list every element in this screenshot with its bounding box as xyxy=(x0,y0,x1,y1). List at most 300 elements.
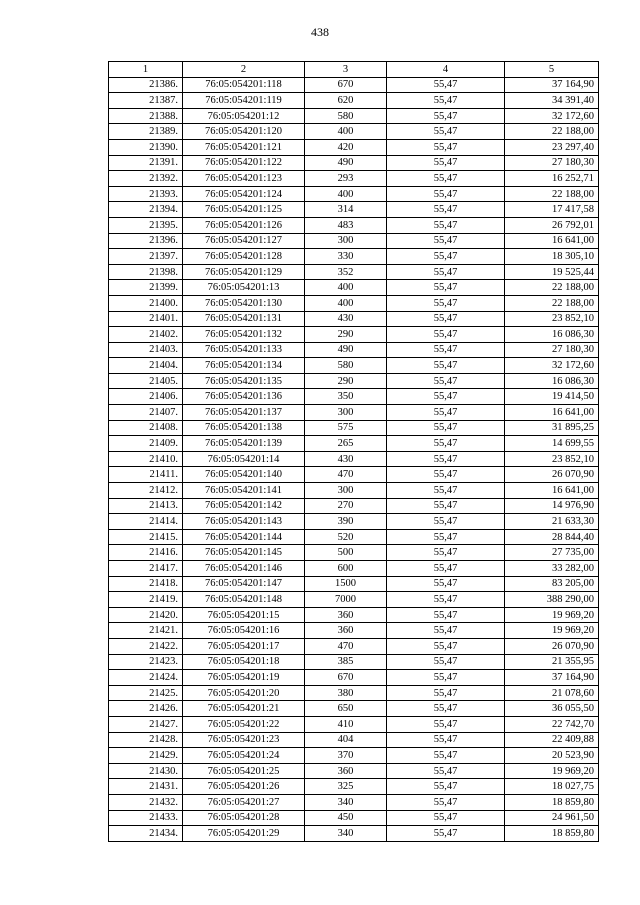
page-number: 438 xyxy=(311,25,329,39)
row-number-cell: 21430. xyxy=(109,763,183,779)
rate-value-cell: 55,47 xyxy=(387,358,505,374)
amount-value-cell: 16 641,00 xyxy=(505,483,599,499)
area-value-cell: 360 xyxy=(305,607,387,623)
rate-value-cell: 55,47 xyxy=(387,638,505,654)
rate-value-cell: 55,47 xyxy=(387,576,505,592)
cadastral-number-cell: 76:05:054201:25 xyxy=(183,763,305,779)
table-row xyxy=(109,451,599,467)
amount-value-cell: 19 969,20 xyxy=(505,607,599,623)
amount-value-cell: 31 895,25 xyxy=(505,420,599,436)
row-number-cell: 21398. xyxy=(109,264,183,280)
header-row xyxy=(109,62,599,78)
rate-value-cell: 55,47 xyxy=(387,794,505,810)
cadastral-number-cell: 76:05:054201:137 xyxy=(183,405,305,421)
rate-value-cell: 55,47 xyxy=(387,139,505,155)
rate-value-cell: 55,47 xyxy=(387,498,505,514)
area-value-cell: 330 xyxy=(305,249,387,265)
amount-value-cell: 21 078,60 xyxy=(505,685,599,701)
area-value-cell: 360 xyxy=(305,763,387,779)
amount-value-cell: 27 735,00 xyxy=(505,545,599,561)
area-value-cell: 575 xyxy=(305,420,387,436)
row-number-cell: 21421. xyxy=(109,623,183,639)
cadastral-number-cell: 76:05:054201:131 xyxy=(183,311,305,327)
rate-value-cell: 55,47 xyxy=(387,483,505,499)
amount-value-cell: 16 252,71 xyxy=(505,171,599,187)
amount-value-cell: 33 282,00 xyxy=(505,561,599,577)
amount-value-cell: 18 027,75 xyxy=(505,779,599,795)
cadastral-number-cell: 76:05:054201:135 xyxy=(183,373,305,389)
amount-value-cell: 21 355,95 xyxy=(505,654,599,670)
amount-value-cell: 32 172,60 xyxy=(505,108,599,124)
table-row xyxy=(109,654,599,670)
area-value-cell: 290 xyxy=(305,327,387,343)
cadastral-number-cell: 76:05:054201:130 xyxy=(183,295,305,311)
row-number-cell: 21426. xyxy=(109,701,183,717)
area-value-cell: 430 xyxy=(305,451,387,467)
row-number-cell: 21409. xyxy=(109,436,183,452)
rate-value-cell: 55,47 xyxy=(387,561,505,577)
row-number-cell: 21399. xyxy=(109,280,183,296)
cadastral-number-cell: 76:05:054201:27 xyxy=(183,794,305,810)
table-row xyxy=(109,436,599,452)
amount-value-cell: 21 633,30 xyxy=(505,514,599,530)
area-value-cell: 314 xyxy=(305,202,387,218)
rate-value-cell: 55,47 xyxy=(387,623,505,639)
area-value-cell: 490 xyxy=(305,342,387,358)
row-number-cell: 21415. xyxy=(109,529,183,545)
col-header-1: 1 xyxy=(109,62,183,78)
row-number-cell: 21392. xyxy=(109,171,183,187)
row-number-cell: 21408. xyxy=(109,420,183,436)
area-value-cell: 360 xyxy=(305,623,387,639)
amount-value-cell: 388 290,00 xyxy=(505,592,599,608)
row-number-cell: 21414. xyxy=(109,514,183,530)
table-row xyxy=(109,342,599,358)
cadastral-number-cell: 76:05:054201:15 xyxy=(183,607,305,623)
rate-value-cell: 55,47 xyxy=(387,186,505,202)
table-row xyxy=(109,592,599,608)
amount-value-cell: 24 961,50 xyxy=(505,810,599,826)
area-value-cell: 620 xyxy=(305,93,387,109)
row-number-cell: 21420. xyxy=(109,607,183,623)
table-row xyxy=(109,280,599,296)
amount-value-cell: 26 070,90 xyxy=(505,467,599,483)
area-value-cell: 580 xyxy=(305,358,387,374)
cadastral-number-cell: 76:05:054201:138 xyxy=(183,420,305,436)
row-number-cell: 21425. xyxy=(109,685,183,701)
row-number-cell: 21431. xyxy=(109,779,183,795)
land-registry-table xyxy=(108,61,599,842)
area-value-cell: 270 xyxy=(305,498,387,514)
cadastral-number-cell: 76:05:054201:140 xyxy=(183,467,305,483)
row-number-cell: 21388. xyxy=(109,108,183,124)
cadastral-number-cell: 76:05:054201:20 xyxy=(183,685,305,701)
table-row xyxy=(109,685,599,701)
area-value-cell: 400 xyxy=(305,186,387,202)
row-number-cell: 21433. xyxy=(109,810,183,826)
row-number-cell: 21428. xyxy=(109,732,183,748)
area-value-cell: 290 xyxy=(305,373,387,389)
cadastral-number-cell: 76:05:054201:22 xyxy=(183,716,305,732)
row-number-cell: 21417. xyxy=(109,561,183,577)
cadastral-number-cell: 76:05:054201:124 xyxy=(183,186,305,202)
amount-value-cell: 26 070,90 xyxy=(505,638,599,654)
table-row xyxy=(109,264,599,280)
row-number-cell: 21405. xyxy=(109,373,183,389)
col-header-5: 5 xyxy=(505,62,599,78)
row-number-cell: 21390. xyxy=(109,139,183,155)
table-row xyxy=(109,638,599,654)
area-value-cell: 265 xyxy=(305,436,387,452)
area-value-cell: 430 xyxy=(305,311,387,327)
row-number-cell: 21387. xyxy=(109,93,183,109)
amount-value-cell: 19 969,20 xyxy=(505,763,599,779)
cadastral-number-cell: 76:05:054201:118 xyxy=(183,77,305,93)
rate-value-cell: 55,47 xyxy=(387,810,505,826)
rate-value-cell: 55,47 xyxy=(387,171,505,187)
area-value-cell: 650 xyxy=(305,701,387,717)
row-number-cell: 21403. xyxy=(109,342,183,358)
cadastral-number-cell: 76:05:054201:142 xyxy=(183,498,305,514)
amount-value-cell: 16 641,00 xyxy=(505,405,599,421)
amount-value-cell: 19 414,50 xyxy=(505,389,599,405)
amount-value-cell: 22 742,70 xyxy=(505,716,599,732)
cadastral-number-cell: 76:05:054201:122 xyxy=(183,155,305,171)
rate-value-cell: 55,47 xyxy=(387,716,505,732)
cadastral-number-cell: 76:05:054201:128 xyxy=(183,249,305,265)
cadastral-number-cell: 76:05:054201:147 xyxy=(183,576,305,592)
table-row xyxy=(109,389,599,405)
rate-value-cell: 55,47 xyxy=(387,545,505,561)
rate-value-cell: 55,47 xyxy=(387,514,505,530)
row-number-cell: 21395. xyxy=(109,217,183,233)
table-row xyxy=(109,576,599,592)
area-value-cell: 370 xyxy=(305,748,387,764)
area-value-cell: 300 xyxy=(305,483,387,499)
rate-value-cell: 55,47 xyxy=(387,732,505,748)
rate-value-cell: 55,47 xyxy=(387,748,505,764)
amount-value-cell: 16 641,00 xyxy=(505,233,599,249)
amount-value-cell: 18 859,80 xyxy=(505,794,599,810)
cadastral-number-cell: 76:05:054201:143 xyxy=(183,514,305,530)
cadastral-number-cell: 76:05:054201:134 xyxy=(183,358,305,374)
cadastral-number-cell: 76:05:054201:18 xyxy=(183,654,305,670)
row-number-cell: 21404. xyxy=(109,358,183,374)
table-row xyxy=(109,171,599,187)
row-number-cell: 21393. xyxy=(109,186,183,202)
amount-value-cell: 16 086,30 xyxy=(505,327,599,343)
row-number-cell: 21406. xyxy=(109,389,183,405)
amount-value-cell: 37 164,90 xyxy=(505,670,599,686)
rate-value-cell: 55,47 xyxy=(387,155,505,171)
table-row xyxy=(109,483,599,499)
cadastral-number-cell: 76:05:054201:146 xyxy=(183,561,305,577)
row-number-cell: 21400. xyxy=(109,295,183,311)
rate-value-cell: 55,47 xyxy=(387,779,505,795)
cadastral-number-cell: 76:05:054201:129 xyxy=(183,264,305,280)
cadastral-number-cell: 76:05:054201:127 xyxy=(183,233,305,249)
amount-value-cell: 23 852,10 xyxy=(505,451,599,467)
amount-value-cell: 36 055,50 xyxy=(505,701,599,717)
table-row xyxy=(109,186,599,202)
col-header-4: 4 xyxy=(387,62,505,78)
rate-value-cell: 55,47 xyxy=(387,436,505,452)
table-row xyxy=(109,732,599,748)
table-row xyxy=(109,498,599,514)
row-number-cell: 21419. xyxy=(109,592,183,608)
area-value-cell: 670 xyxy=(305,77,387,93)
area-value-cell: 450 xyxy=(305,810,387,826)
row-number-cell: 21394. xyxy=(109,202,183,218)
area-value-cell: 7000 xyxy=(305,592,387,608)
row-number-cell: 21416. xyxy=(109,545,183,561)
table-row xyxy=(109,826,599,842)
rate-value-cell: 55,47 xyxy=(387,592,505,608)
rate-value-cell: 55,47 xyxy=(387,295,505,311)
area-value-cell: 404 xyxy=(305,732,387,748)
amount-value-cell: 83 205,00 xyxy=(505,576,599,592)
cadastral-number-cell: 76:05:054201:29 xyxy=(183,826,305,842)
area-value-cell: 400 xyxy=(305,280,387,296)
row-number-cell: 21389. xyxy=(109,124,183,140)
amount-value-cell: 20 523,90 xyxy=(505,748,599,764)
cadastral-number-cell: 76:05:054201:12 xyxy=(183,108,305,124)
area-value-cell: 1500 xyxy=(305,576,387,592)
table-row xyxy=(109,249,599,265)
rate-value-cell: 55,47 xyxy=(387,826,505,842)
area-value-cell: 300 xyxy=(305,233,387,249)
table-row xyxy=(109,405,599,421)
row-number-cell: 21422. xyxy=(109,638,183,654)
table-row xyxy=(109,202,599,218)
area-value-cell: 340 xyxy=(305,826,387,842)
area-value-cell: 293 xyxy=(305,171,387,187)
amount-value-cell: 19 969,20 xyxy=(505,623,599,639)
area-value-cell: 400 xyxy=(305,124,387,140)
table-row xyxy=(109,93,599,109)
row-number-cell: 21423. xyxy=(109,654,183,670)
row-number-cell: 21397. xyxy=(109,249,183,265)
rate-value-cell: 55,47 xyxy=(387,373,505,389)
cadastral-number-cell: 76:05:054201:120 xyxy=(183,124,305,140)
row-number-cell: 21401. xyxy=(109,311,183,327)
amount-value-cell: 22 188,00 xyxy=(505,280,599,296)
cadastral-number-cell: 76:05:054201:119 xyxy=(183,93,305,109)
cadastral-number-cell: 76:05:054201:17 xyxy=(183,638,305,654)
table-row xyxy=(109,561,599,577)
row-number-cell: 21402. xyxy=(109,327,183,343)
row-number-cell: 21396. xyxy=(109,233,183,249)
cadastral-number-cell: 76:05:054201:21 xyxy=(183,701,305,717)
table-row xyxy=(109,108,599,124)
area-value-cell: 385 xyxy=(305,654,387,670)
cadastral-number-cell: 76:05:054201:133 xyxy=(183,342,305,358)
rate-value-cell: 55,47 xyxy=(387,327,505,343)
cadastral-number-cell: 76:05:054201:123 xyxy=(183,171,305,187)
amount-value-cell: 17 417,58 xyxy=(505,202,599,218)
cadastral-number-cell: 76:05:054201:126 xyxy=(183,217,305,233)
amount-value-cell: 22 188,00 xyxy=(505,295,599,311)
area-value-cell: 390 xyxy=(305,514,387,530)
row-number-cell: 21386. xyxy=(109,77,183,93)
table-row xyxy=(109,155,599,171)
table-row xyxy=(109,327,599,343)
rate-value-cell: 55,47 xyxy=(387,233,505,249)
rate-value-cell: 55,47 xyxy=(387,467,505,483)
rate-value-cell: 55,47 xyxy=(387,93,505,109)
area-value-cell: 600 xyxy=(305,561,387,577)
rate-value-cell: 55,47 xyxy=(387,763,505,779)
cadastral-number-cell: 76:05:054201:23 xyxy=(183,732,305,748)
cadastral-number-cell: 76:05:054201:125 xyxy=(183,202,305,218)
table-row xyxy=(109,623,599,639)
area-value-cell: 380 xyxy=(305,685,387,701)
rate-value-cell: 55,47 xyxy=(387,77,505,93)
amount-value-cell: 18 305,10 xyxy=(505,249,599,265)
table-row xyxy=(109,810,599,826)
cadastral-number-cell: 76:05:054201:139 xyxy=(183,436,305,452)
area-value-cell: 400 xyxy=(305,295,387,311)
amount-value-cell: 26 792,01 xyxy=(505,217,599,233)
row-number-cell: 21410. xyxy=(109,451,183,467)
table-row xyxy=(109,794,599,810)
rate-value-cell: 55,47 xyxy=(387,607,505,623)
rate-value-cell: 55,47 xyxy=(387,670,505,686)
amount-value-cell: 22 409,88 xyxy=(505,732,599,748)
cadastral-number-cell: 76:05:054201:24 xyxy=(183,748,305,764)
table-row xyxy=(109,748,599,764)
table-row xyxy=(109,124,599,140)
table-row xyxy=(109,217,599,233)
rate-value-cell: 55,47 xyxy=(387,108,505,124)
rate-value-cell: 55,47 xyxy=(387,264,505,280)
area-value-cell: 410 xyxy=(305,716,387,732)
area-value-cell: 420 xyxy=(305,139,387,155)
table-row xyxy=(109,77,599,93)
cadastral-number-cell: 76:05:054201:28 xyxy=(183,810,305,826)
cadastral-number-cell: 76:05:054201:19 xyxy=(183,670,305,686)
table-row xyxy=(109,295,599,311)
table-row xyxy=(109,514,599,530)
amount-value-cell: 28 844,40 xyxy=(505,529,599,545)
amount-value-cell: 14 699,55 xyxy=(505,436,599,452)
amount-value-cell: 23 297,40 xyxy=(505,139,599,155)
area-value-cell: 483 xyxy=(305,217,387,233)
amount-value-cell: 22 188,00 xyxy=(505,124,599,140)
amount-value-cell: 27 180,30 xyxy=(505,342,599,358)
row-number-cell: 21407. xyxy=(109,405,183,421)
table-row xyxy=(109,545,599,561)
area-value-cell: 490 xyxy=(305,155,387,171)
table-header xyxy=(109,62,599,78)
area-value-cell: 300 xyxy=(305,405,387,421)
table-row xyxy=(109,779,599,795)
amount-value-cell: 32 172,60 xyxy=(505,358,599,374)
table-row xyxy=(109,670,599,686)
table-row xyxy=(109,716,599,732)
amount-value-cell: 14 976,90 xyxy=(505,498,599,514)
rate-value-cell: 55,47 xyxy=(387,342,505,358)
table-row xyxy=(109,373,599,389)
table-row xyxy=(109,701,599,717)
rate-value-cell: 55,47 xyxy=(387,389,505,405)
row-number-cell: 21413. xyxy=(109,498,183,514)
amount-value-cell: 18 859,80 xyxy=(505,826,599,842)
amount-value-cell: 16 086,30 xyxy=(505,373,599,389)
cadastral-number-cell: 76:05:054201:145 xyxy=(183,545,305,561)
cadastral-number-cell: 76:05:054201:14 xyxy=(183,451,305,467)
row-number-cell: 21432. xyxy=(109,794,183,810)
table-row xyxy=(109,233,599,249)
area-value-cell: 580 xyxy=(305,108,387,124)
table-row xyxy=(109,358,599,374)
row-number-cell: 21434. xyxy=(109,826,183,842)
row-number-cell: 21412. xyxy=(109,483,183,499)
rate-value-cell: 55,47 xyxy=(387,405,505,421)
area-value-cell: 500 xyxy=(305,545,387,561)
row-number-cell: 21411. xyxy=(109,467,183,483)
rate-value-cell: 55,47 xyxy=(387,249,505,265)
amount-value-cell: 37 164,90 xyxy=(505,77,599,93)
rate-value-cell: 55,47 xyxy=(387,529,505,545)
area-value-cell: 340 xyxy=(305,794,387,810)
table-row xyxy=(109,467,599,483)
cadastral-number-cell: 76:05:054201:148 xyxy=(183,592,305,608)
area-value-cell: 350 xyxy=(305,389,387,405)
area-value-cell: 325 xyxy=(305,779,387,795)
col-header-2: 2 xyxy=(183,62,305,78)
row-number-cell: 21429. xyxy=(109,748,183,764)
table-row xyxy=(109,763,599,779)
cadastral-number-cell: 76:05:054201:13 xyxy=(183,280,305,296)
table-row xyxy=(109,420,599,436)
cadastral-number-cell: 76:05:054201:121 xyxy=(183,139,305,155)
cadastral-number-cell: 76:05:054201:144 xyxy=(183,529,305,545)
row-number-cell: 21427. xyxy=(109,716,183,732)
area-value-cell: 470 xyxy=(305,467,387,483)
area-value-cell: 470 xyxy=(305,638,387,654)
area-value-cell: 520 xyxy=(305,529,387,545)
table-body xyxy=(109,77,599,841)
area-value-cell: 352 xyxy=(305,264,387,280)
rate-value-cell: 55,47 xyxy=(387,311,505,327)
rate-value-cell: 55,47 xyxy=(387,280,505,296)
rate-value-cell: 55,47 xyxy=(387,124,505,140)
rate-value-cell: 55,47 xyxy=(387,685,505,701)
amount-value-cell: 22 188,00 xyxy=(505,186,599,202)
rate-value-cell: 55,47 xyxy=(387,217,505,233)
rate-value-cell: 55,47 xyxy=(387,202,505,218)
amount-value-cell: 23 852,10 xyxy=(505,311,599,327)
col-header-3: 3 xyxy=(305,62,387,78)
rate-value-cell: 55,47 xyxy=(387,451,505,467)
table-row xyxy=(109,607,599,623)
cadastral-number-cell: 76:05:054201:132 xyxy=(183,327,305,343)
amount-value-cell: 34 391,40 xyxy=(505,93,599,109)
cadastral-number-cell: 76:05:054201:141 xyxy=(183,483,305,499)
cadastral-number-cell: 76:05:054201:26 xyxy=(183,779,305,795)
amount-value-cell: 27 180,30 xyxy=(505,155,599,171)
table-row xyxy=(109,311,599,327)
cadastral-number-cell: 76:05:054201:16 xyxy=(183,623,305,639)
table-row xyxy=(109,529,599,545)
rate-value-cell: 55,47 xyxy=(387,654,505,670)
rate-value-cell: 55,47 xyxy=(387,420,505,436)
area-value-cell: 670 xyxy=(305,670,387,686)
row-number-cell: 21424. xyxy=(109,670,183,686)
row-number-cell: 21418. xyxy=(109,576,183,592)
amount-value-cell: 19 525,44 xyxy=(505,264,599,280)
